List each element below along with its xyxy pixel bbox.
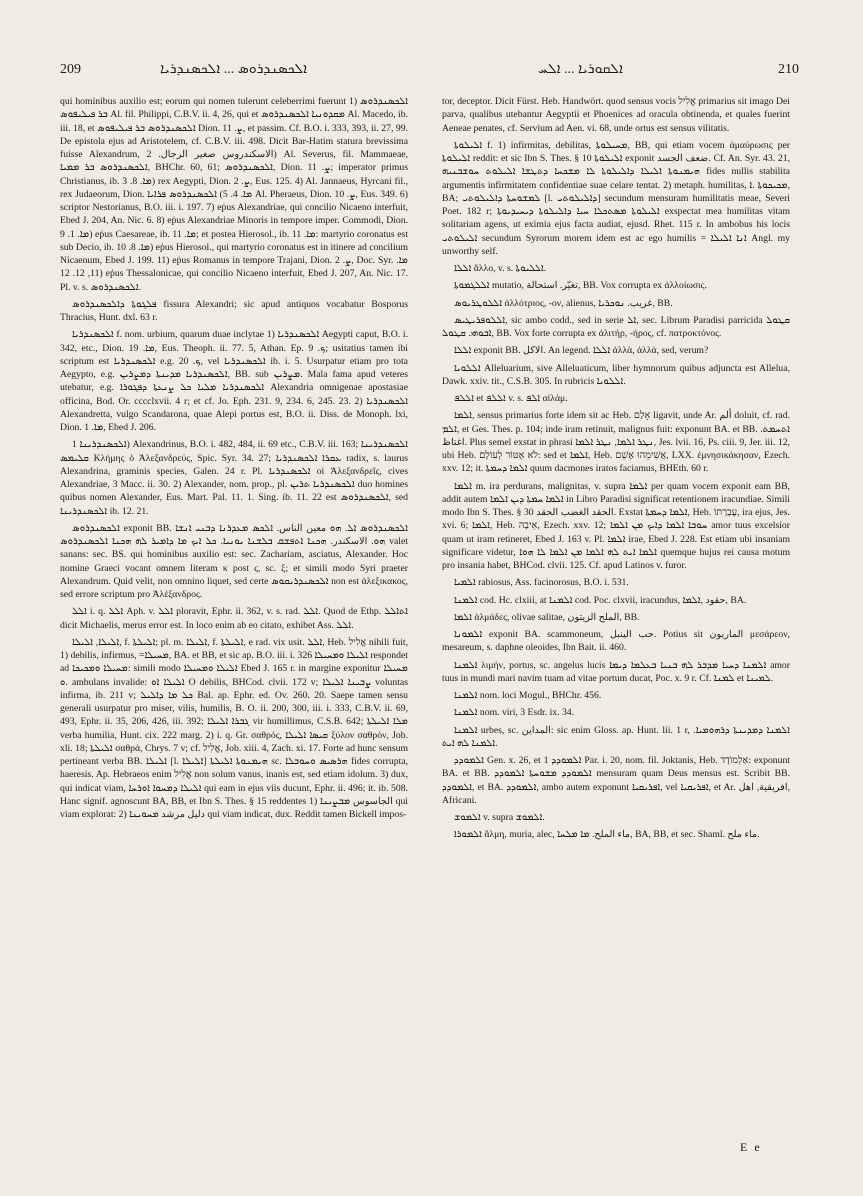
dictionary-entry: ܐܠܡܐ ἁλμάδες, olivae salitae, الملح الزيتون, BB. [454, 611, 640, 623]
dictionary-entry: ܐܠܝܠܘܬܐ f. 1) infirmitas, debilitas, ܡܚܝܠܘܬܐ, BB, qui etiam vocem ἀμαύρωσις per ܐܠܝܠܘܬܐ reddit: et sic Ibn S. Thes. § 10 ܐܠܝܠܘܬܐ exponit ضعف الجسد. Cf. An. Syr. 43. 21, ܗܝܡܢܘܬܐ ܐܠܝܠܐ ܕܐܠܝܠܘܬܐ ܠܐ ܡܫܟܚܐ ܕܬܛܫܐ ܐܠܝܠܘܬ ܚܘܫܒܢܝܗ fides nullis stabilita argumentis infirmitatem confidentiae suae celare tentat. 2) metaph. humilitas, ܡܟܝܟܘܬܐ .ܐ, BA; ܠܡܫܘܚܬܐ ܕܐܠܝܠܘܬܝ [l. ܕܐܠܝܠܘܬܝ] secundum mensuram humilitatis meae, Severi Poet. 182 r; ܐܠܝܠܘܬܐ ܡܣܬܟܠܐ ܚܝܐ ܕܐܠܝܠܘܬܐ ܕܝܚܝܕܝܘܬܐ exspectat mea humilitas vitam solitariam agens, ut eximia ejus facta audiat, ejusd. Rhet. 115 r. In ambobus his locis ܐܠܝܠܘܬܝ secundum Syrorum morem idem est ac ego humilis = ܐܢܐ ܐܠܝܠܐ Angl. my unworthy self. [442, 139, 790, 257]
dictionary-entry: ܐܠܡܢܐ nom. loci Mogul., BHChr. 456. [454, 690, 602, 701]
dictionary-entry: ܐܠܡܐ, sensus primarius forte idem sit ac Heb. אָלַם ligavit, unde Ar. ألم doluit, cf. rad. ܐܠܡ, et Ges. Thes. p. 104; inde iram retinuit, malignus fuit: exponunt BA. et BB. ܐܬܚܡܬ. اغتاظ. Plus semel exstat in phrasi ܢܛܪ ܐܠܡܐ, ܢܛܪ ܐܠܡܐ, Jes. lvii. 16, Ps. ciii. 9, Jer. iii. 12, ubi Heb. לֹא אֶטּוֹר לְעוֹלָם: sed et ܐܠܡܐ, Heb. אֲשִׁימֵהוּ אָשֵׁם, LXX. ἐμνησικάκησαν, Ezech. xxv. 12; it. ܐܠܡܐ ܕܚܡܬܐ quum dacmones iratos faciamus, BHEth. 60 r. [442, 410, 790, 475]
dictionary-entry: ܦܠܓܘܬܐ ܕܐܠܟܣܢܕܪܘܣ fissura Alexandri; sic apud antiquos vocabatur Bosporus Thracius, Hunt. dxl. 63 r. [60, 298, 408, 323]
dictionary-entry: ܐܠܠܐ ἄλλο, v. s. ܐܠܠܝܘܬܐ. [454, 263, 547, 274]
dictionary-entry: ܐܠܡܢܐ λιμήν, portus, sc. angelus lucis ܐܠܡܢܐ ܕܚܝܐ ܡܕܒܪ ܠܗ ܒܢܝܐ ܒܥܠܡܐ ܕܝܡܐ amor tuus in mundi mari navim tuam ad vitae portum ducat, Poc. x. 9 r. Cf. ܠܡܢܐ et ܠܡܝܢܐ. [442, 659, 790, 684]
dictionary-entry: ܐܠܠܘܦܪܝܛܝܣ, sic ambo codd., sed in serie ܐܠ, sec. Librum Paradisi parricida ܩܛܘܠ ܐܒܘܗܝ. ܩܛܘܠ, BB. Vox forte corrupta ex ἀλιτήρ, -ήρος, cf. πατροκτόνος. [442, 314, 790, 339]
dictionary-entry: ܐܠܟܣܢܕܪܘܣ exponit BB. ܐܠܟܣܢܕܪܘܣ ܐܠ. ܗܘ معين الناس. ܐܠܟܣ ܡܥܕܪܢܐ ܕܒܢܝ ܐܢܫܐ ܗܘ. الاسكندر. ܗܟܢܐ ܐܬܦܫܩ ܒܠܫܢܐ ܝܘܢܝܐ. ܟܠ ܐܝܟ ܡܐ ܕܐܡܝܪ ܠܗ ܗܟܢܐ ܐܠܟܣܢܕܪܘܣ valet sanans: sec. BS. qui hominibus auxilio est: sec. Zachariam, asciatus, Alexander. Hoc nomine Graeci vocant omnem literam κ post ς, sc. ξ; et simili modo Syri praeter Alexandrum. Quid velit, non omnino liquet, sed certe ܐܠܟܣܢܕܪܝܩܘܣ non est ἀλεξικακος, sed errore scriptum pro Ἀλέξανδρος. [60, 522, 408, 600]
dictionary-entry: ܐܠܠܘܛܪܝܘܣ ἀλλότριος, -ον, alienus, غريب. ܢܘܟܪܝܐ, BB. [454, 297, 673, 309]
dictionary-entry: qui hominibus auxilio est; eorum qui nomen tulerunt celeberrimi fuerunt 1) ܐܠܟܣܢܕܪܘܣ ܒܪ ܦܝܠܝܦܘܣ Al. fil. Philippi, C.B.V. ii. 4, 26, qui et ܡܩܕܘܢܝܐ ܐܠܟܣܢܕܪܘܣ Al. Macedo, ib. iii. 18, et ܐܠܟܣܢܕܪܘܣ ܒܪ ܦܝܠܝܦܘܣ Dion. ܨ. 11, et passim. Cf. B.O. i. 333, 393, ii. 27, 99. De epistola ejus ad Aristotelem, cf. C.B.V. iii. 498. Dicit Bar-Hatim statura brevissima fuisse Alexandrum, الاسكندروس صغير الرجال. 2) Al. Severus, fil. Mammaeae, ܐܠܟܣܢܕܪܘܣ ܒܪ ܡܡܝܐ, BHChr. 60, 61; ܐܠܟܣܢܕܪܘܣ, Dion. ܨ. 11; imperator primus Christianus, ib. ܡܐ. 8. 3) rex Aegypti, Dion. ܨ. 2, Eus. 125. 4) Al. Jannaeus, Hyrcani fil., rex Judaeorum, Dion. ܡܐ. 4. 5) ܐܠܟܣܢܕܪܘܣ ܦܪܐܝܐ Al. Pheraeus, Dion. ܨ. 10, Eus. 349. 6) scriptor Nestorianus, B.O. iii. i. 197. 7) eṗus Alexandriae, qui concilio Nicaeno interfuit, Ebed J. 204, An. Nic. 6. 8) eṗus Alexandriae Minoris in tempore imper. Commodi, Dion. ܡܐ. 1. 9) eṗus Caesareae, ib. ܡܐ. 11; et postea Hierosol., ib. ܡܐ. 11: martyrio coronatus est sub Decio, ib. ܡܐ. 8. 10) eṗus Hierosol., qui martyrio coronatus est in itinere ad concilium Nicaenum, Ebed J. 199. 11) eṗus Romanus in tempore Trajani, Dion. ܨ. 2, Doc. Syr. ܡܐ. 11, 12. 12) eṗus Thessalonicae, qui concilio Nicaeno interfuit, Ebed J. 207, An. Nic. 17. Pl. v. s. ܐܠܟܣܢܕܪܘܣ. [60, 96, 408, 293]
dictionary-entry: ܐܠܟܣܢܕܪܝܢܐ 1) Alexandrinus, B.O. i. 482, 484, ii. 69 etc., C.B.V. iii. 163; ܐܠܟܣܢܕܪܝܢܐ ܩܠܝܡܣ Κλήμης ὁ Ἀλεξανδρεύς, Spic. Syr. 34. 27; ܥܩܪܐ ܐܠܟܣܢܕܪܝܐ radix, s. laurus Alexandrina, graminis species, Galen. 24 r. Pl. ܐܠܟܣܢܕܪܝܐ οἱ Ἀλεξανδρεῖς, cives Alexandriae, 3 Macc. ii. 30. 2) Alexander, nom. prop., pl. ܐܠܟܣܢܕܪܝܐ ܬܪܝܢ duo homines quibus nomen Alexander, Eus. Mart. Pal. 11. 1. Sing. ib. 11. 22 est ܐܠܟܣܢܕܪܘܣ, sed ܐܠܟܣܢܕܪܝܢܐ ib. 12. 21. [60, 439, 408, 517]
dictionary-entry: ܐܠܡܢܐ nom. viri, 3 Esdr. ix. 34. [454, 707, 575, 719]
dictionary-entry: ܐܠܡܢܐ urbes, sc. المداين: sic enim Gloss. ap. Hunt. lii. 1 r, ܐܠܡܢܐ ܕܡܕܝܢܬܐ ܕܪܗܘܡܝܐ. ܐܠܡܢܐ ܠܗ ܐܝܬ. [442, 724, 790, 749]
dictionary-entry: ܐܠܡܘܫ v. supra ܐܠܡܘܫ. [454, 812, 545, 823]
dictionary-entry: ܐܠܡܐ m. ira perdurans, malignitas, v. supra ܐܠܡܐ per quam vocem exponit eam BB, addit autem ܐܠܡܐ ܚܡܬܐ ܕܝܢ ܐܠܡܐ in Libro Paradisi significat retentionem iracundiae. Simili modo Ibn S. Thes. § 30 الحقد الغضب الحقد. Exstat ܐܠܡܐ ܕܚܡܬܐ, Heb. עֶבְרָתוֹ, ira ejus, Jes. xvi. 6; ܐܠܡܐ, Heb. אֵיבָה, Ezech. xxv. 12; ܚܘܒܐ ܐܠܡܐ ܕܐܝܟ ܡܢ ܐܠܡܐ amor tuus excelsior quam ut iram retineret, Ebed J. 163 v. Pl. ܐܠܡܐ irae, Ebed J. 228. Est etiam ubi insaniam significare videtur, ܐܠܡܐ ܐܝܬ ܠܗ ܐܠܡܐ ܡܢ ܐܠܡܐ ܠܐ ܗܘܐ quemque hujus rei causa motum pro insania habet, BHCod. clvii. 125. Cf. apud Latinos v. furor. [442, 480, 790, 571]
dictionary-entry: ܐܠܡܝܐ rabiosus, Ass. facinorosus, B.O. i. 531. [454, 577, 629, 589]
left-running-head: ܐܠܟܣܢܕܪܘܣ ... ܐܠܟܣܢܕܪܝܐ [160, 62, 308, 77]
dictionary-entry: ܐܠܡܘܢܐ exponit BA. scammoneum, حب الينبل. Potius sit الماريون μεσάρεον, mesareum, s. daphne oleoides, Ibn Bait. ii. 460. [442, 629, 790, 654]
dictionary-entry: tor, deceptor. Dicit Fürst. Heb. Handwört. quod sensus vocis אֱלִיל primarius sit imago Dei parva, qualibus utebantur Aegyptii et Phoenices ad oracula obtinenda, et quales fuerint Aeneae penates, cf. Servium ad Aen. vi. 68, unde ortus est sensus vilitatis. [442, 96, 790, 134]
left-page-number: 209 [60, 62, 81, 77]
dictionary-entry: ܐܠܡܘܪܐ ἅλμη, muria, alec, ماء الملح. ܡܐ ܡܠܚܐ, BA, BB, et sec. Shaml. ماء ملح. [454, 829, 760, 841]
dictionary-entry: ܐܠܠܐ exponit BB. الاكل. An legend. ܐܠܠܐ ἀλλὰ, ἀλλά, sed, verum? [454, 345, 709, 357]
left-column [60, 95, 408, 1165]
dictionary-entry: ܐܠܠܓܡܘܬܐ mutatio, تغيّر. استحالة, BB. Vox corrupta ex ἀλλοίωσις. [454, 280, 707, 292]
dictionary-entry: ܐܠܠܦ et ܐܠܠܦ v. s. ܐܠܦ αἰλάμ. [454, 393, 568, 404]
dictionary-entry: ܐܠܡܘܕܕ Gen. x. 26, et ܐܠܡܘܕܕ 1 Par. i. 20, nom. fil. Joktanis, Heb. אַלְמוֹדָד: exponunt BA. et BB. ܐܠܡܘܕܕ ܡܫܘܚܬܐ ܐܠܡܘܕܕ mensuram quam Deus mensus est. Scribit BB. ܐܠܡܘܕܕ, et BA. ܐܠܡܘܕܕ, ambo autem exponunt ܐܦܪܝܩܝܐ, vel ܐܦܪܝܩܝܐ, et Ar. افريقية, اهل, Africani. [442, 755, 790, 806]
dictionary-entry: ܐܠܠ i. q. ܐܠܠ Aph. v. ܐܠܠ ploravit, Ephr. ii. 362, v. s. rad. ܐܠܠ. Quod de Ethp. ܐܬܐܠܠ dicit Michaelis, merus error est. In loco enim ab eo citato, exhibet Ass. ܐܠܠ. [60, 606, 408, 631]
right-column [442, 95, 790, 1165]
right-running-head: ܐܠܩܘܪܝܐ ... ܐܠܚ [538, 62, 623, 77]
dictionary-entry: ܐܠܡܢܐ cod. Hc. clxiii, at ܐܠܡܢܐ cod. Poc. clxvii, iracundus, حقود ,ܐܠܡܐ, BA. [454, 594, 747, 606]
dictionary-entry: ܐܠܠܘܝܐ Alleluarium, sive Alleluaticum, liber hymnorum quibus adjuncta est Allelua, Dawk. xxiv. tit., C.S.B. 305. In rubricis ܐܠܠܘܝܐ. [442, 362, 790, 387]
right-page-number: 210 [778, 62, 799, 77]
dictionary-entry: ܐܠܝܠܐ, ܐܠܝܠܐ, f. ܐܠܝܠܬܐ; pl. m. ܐܠܝܠܐ, f. ܐܠܝܠܬܐ, e rad. vix usit. ܐܠܠ, Heb. אֱלִיל nihili fuit, 1) debilis, infirmus, =ܡܚܝܠܐ, BA. et BB, et sic ap. B.O. iii. i. 326 ܐܠܝܠܐ ܘܡܚܝܠܐ respondet ad ܡܚܝܠܐ ܘܡܟܝܟܐ: simili modo ܐܠܝܠܐ ܘܡܚܝܠܐ Ebed J. 165 r. in margine exponitur ܡܚܝܠܐ .ܘ ambulans invalide: ܐܠܝܠܐ ܐܘ O debilis, BHCod. clvii. 172 v; ܨܒܝܢܐ ܐܠܝܠܐ voluntas infirma, ib. 211 v; ܟܠ ܡܐ ܕܐܠܝܠ Bal. ap. Ephr. ed. Ov. 260. 20. Saepe tamen sensu generali usurpatur pro miser, vilis, humilis, B. O. ii. 200, 300, iii. i. 333, C.B.V. ii. 69, 493, Ephr. ii. 35, 206, 426, iii. 392; ܓܒܪܐ ܐܠܝܠܐ vir humillimus, C.S.B. 642; ܡܠܐ ܐܠܝܠܬܐ verba humilia, Hunt. cix. 222 marg. 2) i. q. Gr. σαθρός, ܩܝܣܐ ܐܠܝܠܐ ξύλον σαθρόν, Job. xli. 18; ܐܠܝܠܬܐ σαθρά, Chrys. 7 v; cf. אֱלִיל, Job. xiii. 4, Zach. xi. 17. Forte ad hunc sensum pertineant verba BB. ܐܠܝܠܐ [l. ܐܠܝܠܐ] ܗܝܡܢܘܬܐ ܐܠܝܠܬܐ sc. ܗܪܣܝܣ ܘܚܘܒܠܐ fides corrupta, haeresis. Ap. Hebraeos enim אֱלִיל non solum vanus, inanis est, sed etiam idolum. 3) dux, qui indicat viam, ܐܠܝܠܐ ܕܡܚܘܐ ܐܘܪܚܐ qui eam in ejus viis ducunt, Ephr. ii. 496; it. ib. 508. Hanc signif. agnoscunt BA, BB, et Ibn S. Thes. § 15 reddentes 1) الجاسوس ܡܒܨܝܢܐ qui viam explorat: 2) دليل مرشد ܡܚܘܝܢܐ qui viam indicat, dux. Reddit tamen Bickell impos- [60, 636, 408, 820]
dictionary-entry: ܐܠܟܣܢܕܪܝܐ f. nom. urbium, quarum duae inclytae 1) ܐܠܟܣܢܕܪܝܐ Aegypti caput, B.O. i. 342, etc., Dion. ܡܐ. 19, Eus. Theoph. ii. 77. 5, Athan. Ep. ܟ. 9; usitatius tamen ibi scriptum est ܐܠܟܣܢܕܪܝܐ e.g. ܟ. 20, vel ܐܠܟܣܢܕܪܝܐ ib. i. 5. Usurpatur etiam pro tota Aegypto, e.g. ܐܠܟܣܢܕܪܝܐ ܡܕܝܢܬܐ ܕܡܨܪܝܢ, BB. sub ܡܨܪܝܢ. Mala fama apud veteres utebatur, e.g. ܐܠܟܣܢܕܪܝܐ ܡܠܝܐ ܟܠ ܨܢܥܬܐ ܕܦܓܘܪܐ Alexandria omnigenae apostasiae officina, Bod. Or. cccclxvii. 4 r; et cf. Jo. Eph. 231. 9, 234. 6, 245. 23. 2) ܐܠܟܣܢܕܪܝܐ Alexandretta, vulgo Scandarona, quae Alepi portus est, B.O. ii. Diss. de Monoph. lxi, Dion. ܡܐ. 1, Ebed J. 206. [60, 329, 408, 433]
signature-mark: E e [740, 1140, 762, 1154]
